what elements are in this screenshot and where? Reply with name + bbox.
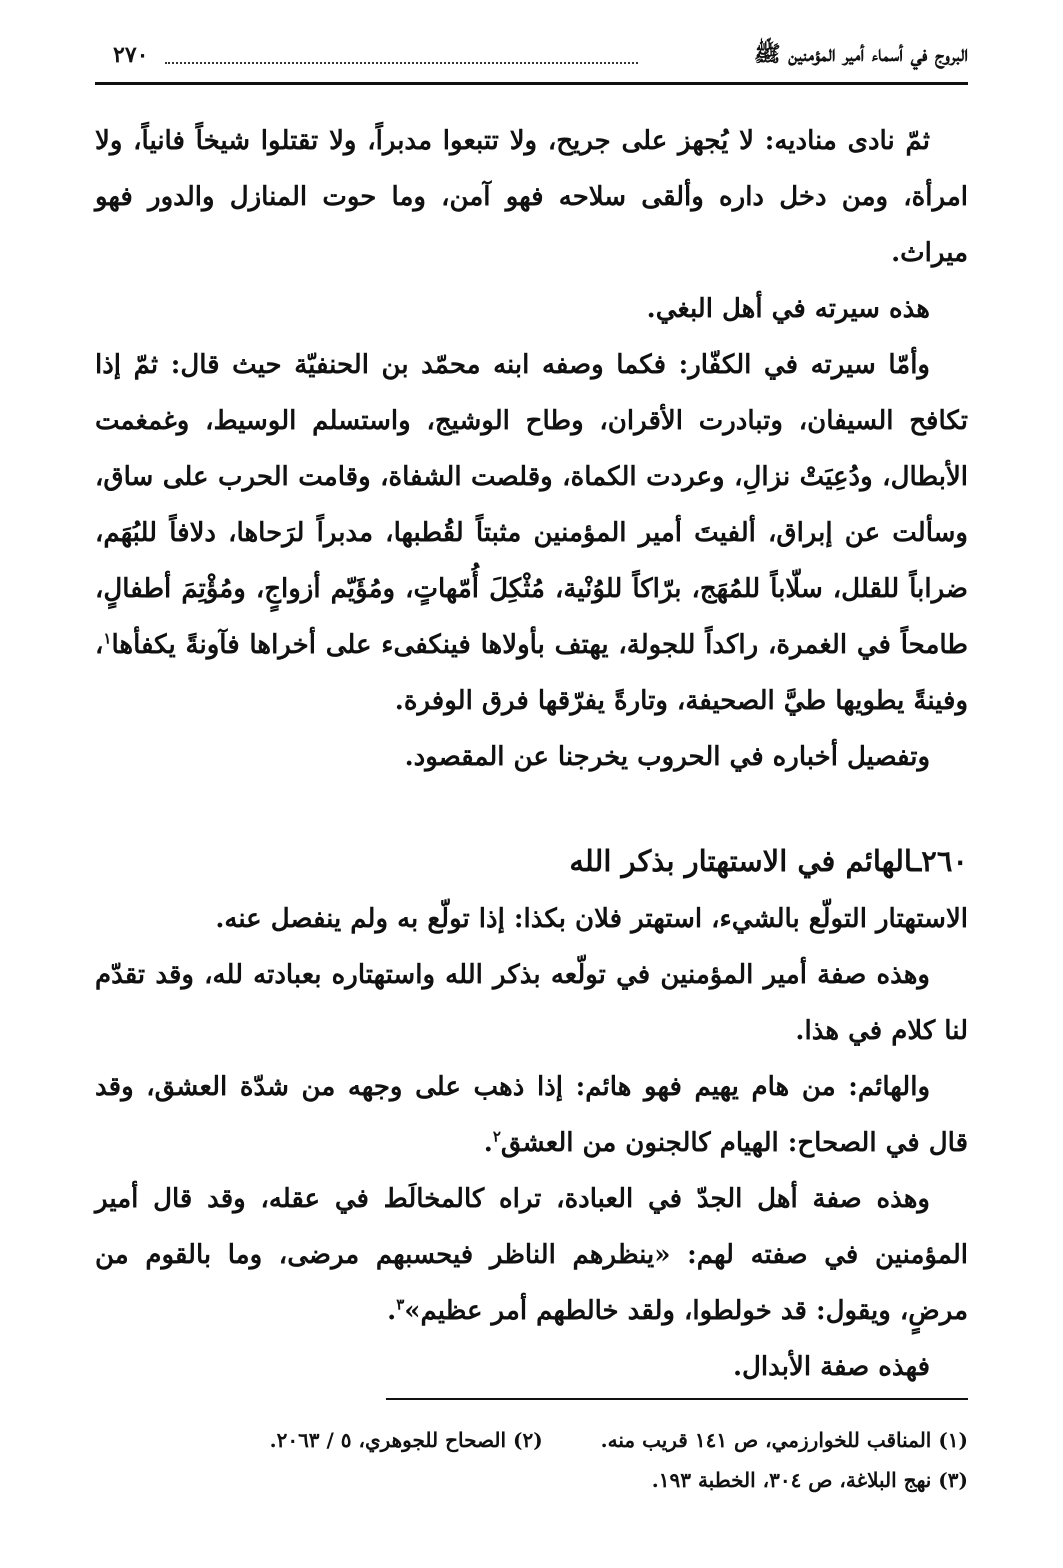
footnote-ref: ٢	[492, 1127, 501, 1146]
paragraph-text: والهائم: من هام يهيم فهو هائم: إذا ذهب على وجهه من شدّة العشق، وقد قال في الصحاح: الهيام كالجنون من العشق	[95, 1072, 968, 1158]
paragraph: وهذه صفة أمير المؤمنين في تولّعه بذكر الله واستهتاره بعبادته لله، وقد تقدّم لنا كلام في هذا.	[95, 960, 968, 1046]
paragraph-text: وهذه صفة أهل الجدّ في العبادة، تراه كالمخالَط في عقله، وقد قال أمير المؤمنين في صفته لهم: «ينظرهم الناظر فيحسبهم مرضى، وما بالقوم من مرضٍ، ويقول: قد خولطوا، ولقد خالطهم أمر عظيم»	[95, 1184, 968, 1326]
paragraph	[95, 1171, 968, 1339]
footnote-row	[95, 1460, 968, 1500]
paragraph: فهذه صفة الأبدال.	[732, 1352, 930, 1382]
header-dotted-leader	[165, 62, 638, 64]
section-title: الهائم في الاستهتار بذكر الله	[569, 844, 913, 878]
footnote-divider	[386, 1398, 968, 1400]
footnote-row	[95, 1420, 968, 1460]
paragraph: هذه سيرته في أهل البغي.	[646, 294, 930, 324]
paragraph: وتفصيل أخباره في الحروب يخرجنا عن المقصود.	[404, 742, 930, 772]
section-dash: ـ	[912, 844, 922, 878]
footnotes	[95, 1420, 968, 1500]
paragraph: ثمّ نادى مناديه: لا يُجهز على جريح، ولا تتبعوا مدبراً، ولا تقتلوا شيخاً فانياً، ولا امرأة، ومن دخل داره وألقى سلاحه فهو آمن، وما حوت المنازل والدور فهو ميراث.	[95, 126, 968, 268]
paragraph-text: وأمّا سيرته في الكفّار: فكما وصفه ابنه محمّد بن الحنفيّة حيث قال: ثمّ إذا تكافح السيفان، وتبادرت الأقران، وطاح الوشيج، واستسلم الوسيط، وغمغمت الأبطال، ودُعِيَتْ نزالِ، وعردت الكماة، وقلصت الشفاة، وقامت الحرب على ساق، وسألت عن إبراق، ألفيتَ أمير المؤمنين مثبتاً لقُطبها، مدبراً لرَحاها، دلافاً للبُهَم، ضراباً للقلل، سلّاباً للمُهَج، برّاكاً للوُنْية، مُثْكِلَ أُمّهاتٍ، ومُؤَيّم أزواجٍ، ومُؤْتِمَ أطفالٍ، طامحاً في الغمرة، راكداً للجولة، يهتف بأولاها فينكفىء على أخراها فآونةً يكفأها	[95, 350, 969, 660]
paragraph	[95, 337, 968, 729]
footnote: (٣) نهج البلاغة، ص ٣٠٤، الخطبة ١٩٣.	[651, 1468, 968, 1492]
footnote: (١) المناقب للخوارزمي، ص ١٤١ قريب منه.	[600, 1428, 968, 1452]
book-page	[95, 28, 968, 1548]
section-heading	[95, 831, 968, 891]
footnote: (٢) الصحاح للجوهري، ٥ / ٢٠٦٣.	[269, 1428, 543, 1452]
paragraph	[95, 1059, 968, 1171]
running-title: البروج في أسماء أمير المؤمنين ﷺ	[754, 41, 968, 67]
page-number: ٢٧٠	[113, 42, 149, 68]
paragraph-text: ، وفينةً يطويها طيَّ الصحيفة، وتارةً يفرّقها فرق الوفرة.	[95, 630, 968, 716]
footnote-ref: ١	[103, 629, 112, 648]
paragraph-period: .	[387, 1296, 397, 1326]
body-text	[95, 113, 968, 1395]
paragraph: الاستهتار التولّع بالشيء، استهتر فلان بكذا: إذا تولّع به ولم ينفصل عنه.	[215, 904, 968, 934]
paragraph-period: .	[483, 1128, 493, 1158]
footnote-ref: ٣	[396, 1295, 405, 1314]
section-number: ٢٦٠	[921, 844, 968, 878]
running-header	[95, 38, 968, 85]
